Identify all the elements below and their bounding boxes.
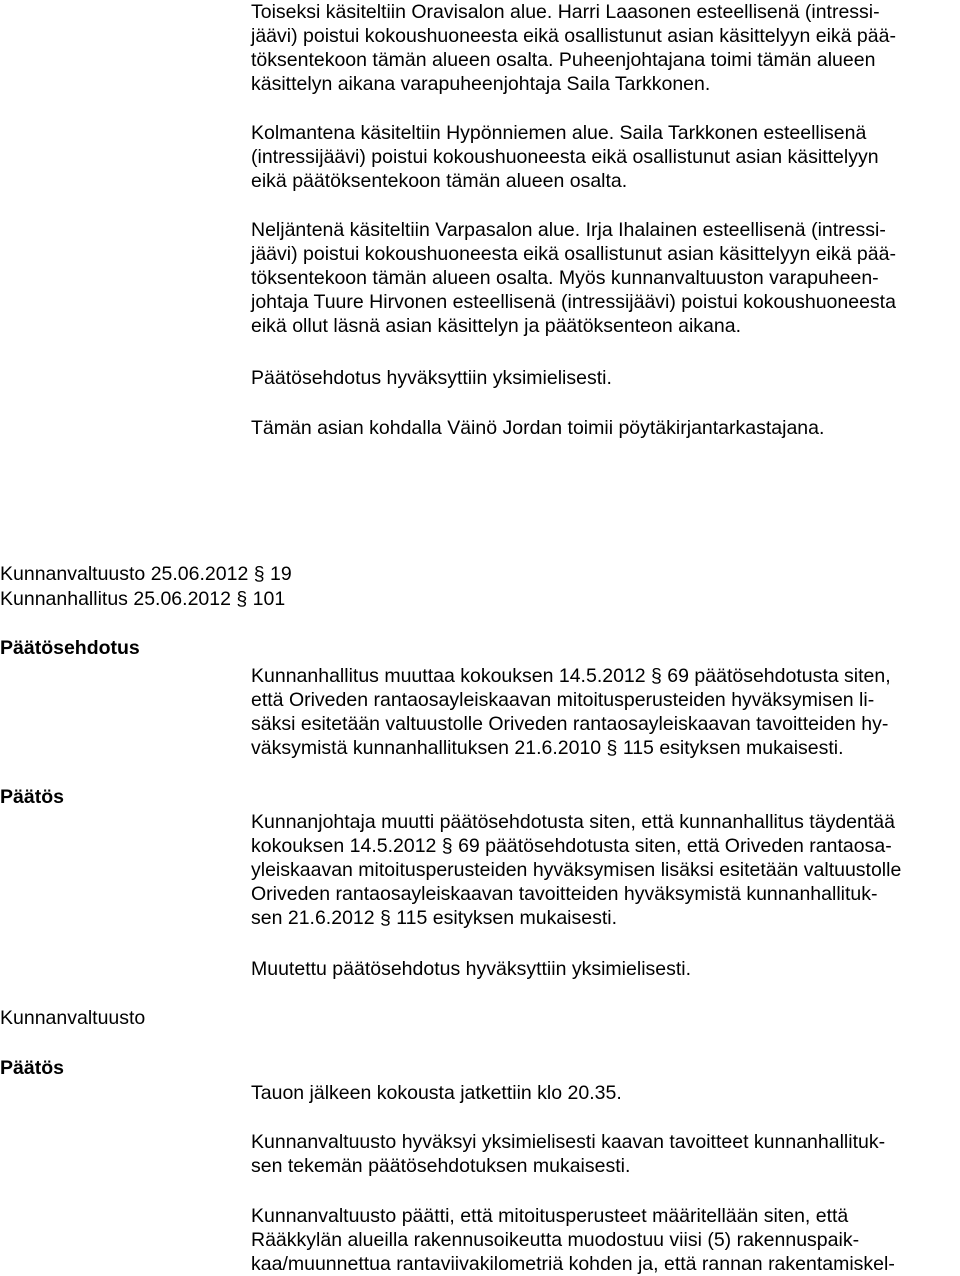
kv-p3-line-1: Kunnanvaltuusto päätti, että mitoitusperusteet määritellään siten, että [251, 1205, 849, 1227]
kv-p2-line-1: Kunnanvaltuusto hyväksyi yksimielisesti kaavan tavoitteet kunnanhallituk- [251, 1131, 886, 1153]
intro-p2-line-3: eikä päätöksentekoon tämän alueen osalta. [251, 170, 628, 192]
intro-p3-line-1: Neljäntenä käsiteltiin Varpasalon alue. Irja Ihalainen esteellisenä (intressi- [251, 219, 886, 241]
reference-kunnanhallitus: Kunnanhallitus 25.06.2012 § 101 [0, 588, 286, 610]
paatos-accepted: Muutettu päätösehdotus hyväksyttiin yksimielisesti. [251, 958, 692, 980]
intro-p2-line-1: Kolmantena käsiteltiin Hypönniemen alue. Saila Tarkkonen esteellisenä [251, 122, 867, 144]
paatos-heading: Päätös [0, 786, 64, 808]
paatosehdotus-line-2: että Oriveden rantaosayleiskaavan mitoitusperusteiden hyväksymisen li- [251, 689, 875, 711]
paatosehdotus-line-3: säksi esitetään valtuustolle Oriveden rantaosayleiskaavan tavoitteiden hy- [251, 713, 889, 735]
kv-paatos-heading: Päätös [0, 1057, 64, 1079]
intro-p3-line-2: jäävi) poistui kokoushuoneesta eikä osallistunut asian käsittelyyn eikä pää- [251, 243, 896, 265]
reference-kunnanvaltuusto: Kunnanvaltuusto 25.06.2012 § 19 [0, 563, 292, 585]
paatosehdotus-line-1: Kunnanhallitus muuttaa kokouksen 14.5.2012 § 69 päätösehdotusta siten, [251, 665, 891, 687]
kunnanvaltuusto-heading: Kunnanvaltuusto [0, 1007, 146, 1029]
intro-p1-line-4: käsittelyn aikana varapuheenjohtaja Saila Tarkkonen. [251, 73, 711, 95]
kv-p3-line-3: kaa/muunnettua rantaviivakilometriä kohden ja, että rannan rakentamiskel- [251, 1253, 895, 1275]
paatos-line-3: yleiskaavan mitoitusperusteiden hyväksymisen lisäksi esitetään valtuustolle [251, 859, 902, 881]
paatosehdotus-heading: Päätösehdotus [0, 637, 140, 659]
paatos-line-4: Oriveden rantaosayleiskaavan tavoitteiden hyväksymistä kunnanhallituk- [251, 883, 878, 905]
kv-p2-line-2: sen tekemän päätösehdotuksen mukaisesti. [251, 1155, 631, 1177]
intro-p2-line-2: (intressijäävi) poistui kokoushuoneesta eikä osallistunut asian käsittelyyn [251, 146, 879, 168]
intro-p1-line-1: Toiseksi käsiteltiin Oravisalon alue. Harri Laasonen esteellisenä (intressi- [251, 1, 880, 23]
intro-p1-line-2: jäävi) poistui kokoushuoneesta eikä osallistunut asian käsittelyyn eikä pää- [251, 25, 896, 47]
intro-p1-line-3: töksentekoon tämän alueen osalta. Puheenjohtajana toimi tämän alueen [251, 49, 876, 71]
intro-p3-line-5: eikä ollut läsnä asian käsittelyn ja päätöksenteon aikana. [251, 315, 741, 337]
paatosehdotus-line-4: väksymistä kunnanhallituksen 21.6.2010 § 115 esityksen mukaisesti. [251, 737, 844, 759]
intro-p4-line-1: Päätösehdotus hyväksyttiin yksimielisesti. [251, 367, 612, 389]
kv-p1-line-1: Tauon jälkeen kokousta jatkettiin klo 20.35. [251, 1082, 622, 1104]
kv-p3-line-2: Rääkkylän alueilla rakennusoikeutta muodostuu viisi (5) rakennuspaik- [251, 1229, 860, 1251]
intro-p5-line-1: Tämän asian kohdalla Väinö Jordan toimii pöytäkirjantarkastajana. [251, 417, 825, 439]
paatos-line-2: kokouksen 14.5.2012 § 69 päätösehdotusta siten, että Oriveden rantaosa- [251, 835, 892, 857]
intro-p3-line-3: töksentekoon tämän alueen osalta. Myös kunnanvaltuuston varapuheen- [251, 267, 879, 289]
intro-p3-line-4: johtaja Tuure Hirvonen esteellisenä (intressijäävi) poistui kokoushuoneesta [251, 291, 896, 313]
paatos-line-5: sen 21.6.2012 § 115 esityksen mukaisesti. [251, 907, 618, 929]
paatos-line-1: Kunnanjohtaja muutti päätösehdotusta siten, että kunnanhallitus täydentää [251, 811, 895, 833]
